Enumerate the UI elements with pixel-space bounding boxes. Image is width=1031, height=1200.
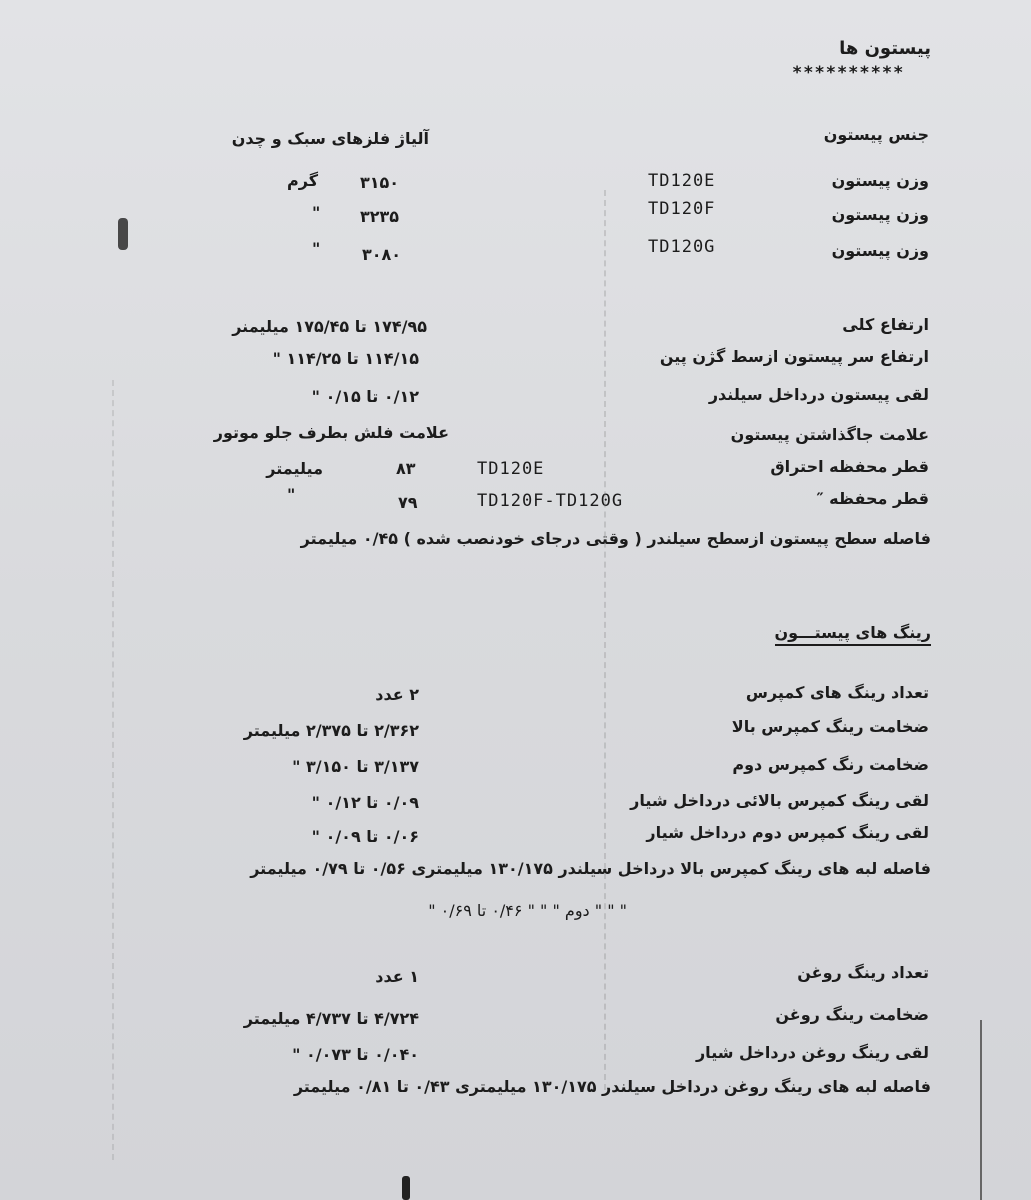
oil-label-2: ضخامت رینگ روغن — [775, 1005, 929, 1024]
scan-fold-line-center — [604, 190, 606, 1090]
ring-label-4: لقی رینگ کمپرس بالائی درداخل شیار — [630, 791, 929, 810]
oil-gap-line: فاصله لبه های رینگ روغن درداخل سیلندر ۱۳۰/۱۷۵ میلیمتری ۰/۴۳ تا ۰/۸۱ میلیمتر — [293, 1077, 931, 1096]
ring-label-2: ضخامت رینگ کمپرس بالا — [731, 717, 929, 736]
bore-unit-1: میلیمتر — [266, 459, 323, 478]
ring-gap-line-1: فاصله لبه های رینگ کمپرس بالا درداخل سیلندر ۱۳۰/۱۷۵ میلیمتری ۰/۵۶ تا ۰/۷۹ میلیمتر — [250, 859, 931, 878]
ring-value-4: ۰/۰۹ تا ۰/۱۲ " — [311, 793, 419, 812]
oil-value-1: ۱ عدد — [375, 967, 419, 986]
ring-label-5: لقی رینگ کمپرس دوم درداخل شیار — [646, 823, 929, 842]
ring-value-1: ۲ عدد — [375, 685, 419, 704]
weight-unit-1: گرم — [287, 171, 318, 190]
weight-value-2: ۳۲۳۵ — [360, 207, 400, 226]
material-label: جنس پیستون — [823, 125, 929, 144]
rings-heading-text: رینگ های پیستـــون — [775, 623, 931, 646]
scan-fold-line-left — [112, 380, 114, 1160]
oil-label-3: لقی رینگ روغن درداخل شیار — [695, 1043, 929, 1062]
weight-unit-2: " — [312, 203, 321, 222]
bore-label-2: قطر محفظه ″ — [816, 489, 929, 508]
weight-model-3: TD120G — [648, 237, 716, 257]
ring-value-2: ۲/۳۶۲ تا ۲/۳۷۵ میلیمتر — [243, 721, 419, 740]
bore-model-2: TD120F-TD120G — [477, 491, 624, 511]
page-title: پیستون ها — [839, 38, 931, 59]
weight-value-3: ۳۰۸۰ — [362, 245, 402, 264]
weight-model-1: TD120E — [648, 171, 716, 191]
bore-model-1: TD120E — [477, 459, 545, 479]
ring-label-1: تعداد رینگ های کمپرس — [745, 683, 929, 702]
ring-label-3: ضخامت رنگ کمپرس دوم — [732, 755, 929, 774]
scan-edge-right — [980, 1020, 982, 1200]
oil-value-3: ۰/۰۴۰ تا ۰/۰۷۳ " — [292, 1045, 419, 1064]
spec-value-2: ۱۱۴/۱۵ تا ۱۱۴/۲۵ " — [272, 349, 419, 368]
title-underline-stars: ********** — [792, 63, 905, 83]
bore-unit-2: " — [287, 485, 296, 504]
weight-unit-3: " — [312, 239, 321, 258]
weight-label-3: وزن پیستون — [831, 241, 929, 260]
spec-label-1: ارتفاع کلی — [842, 315, 929, 334]
spec-label-3: لقی پیستون درداخل سیلندر — [708, 385, 929, 404]
weight-model-2: TD120F — [648, 199, 716, 219]
spec-value-3: ۰/۱۲ تا ۰/۱۵ " — [311, 387, 419, 406]
weight-label-1: وزن پیستون — [831, 171, 929, 190]
oil-label-1: تعداد رینگ روغن — [797, 963, 929, 982]
spec-value-4: علامت فلش بطرف جلو موتور — [213, 423, 449, 442]
bore-value-2: ۷۹ — [398, 493, 418, 512]
rings-heading — [775, 622, 931, 644]
material-value: آلیاژ فلزهای سبک و چدن — [231, 129, 429, 148]
spec-label-2: ارتفاع سر پیستون ازسط گژن پین — [659, 347, 929, 366]
ring-value-3: ۳/۱۳۷ تا ۳/۱۵۰ " — [292, 757, 419, 776]
weight-label-2: وزن پیستون — [831, 205, 929, 224]
ring-value-5: ۰/۰۶ تا ۰/۰۹ " — [311, 827, 419, 846]
bore-value-1: ۸۳ — [396, 459, 416, 478]
piston-surface-line: فاصله سطح پیستون ازسطح سیلندر ( وقتی درجای خودنصب شده ) ۰/۴۵ میلیمتر — [300, 529, 931, 548]
scan-mark-bottom — [402, 1176, 410, 1200]
weight-value-1: ۳۱۵۰ — [360, 173, 400, 192]
oil-value-2: ۴/۷۲۴ تا ۴/۷۳۷ میلیمتر — [243, 1009, 419, 1028]
ring-gap-line-2: " " " دوم " " " ۰/۴۶ تا ۰/۶۹ " — [428, 901, 627, 920]
bore-label-1: قطر محفظه احتراق — [770, 457, 929, 476]
spec-label-4: علامت جاگذاشتن پیستون — [730, 425, 929, 444]
spec-value-1: ۱۷۴/۹۵ تا ۱۷۵/۴۵ میلیمنر — [232, 317, 427, 336]
scan-blot-left — [118, 218, 128, 250]
